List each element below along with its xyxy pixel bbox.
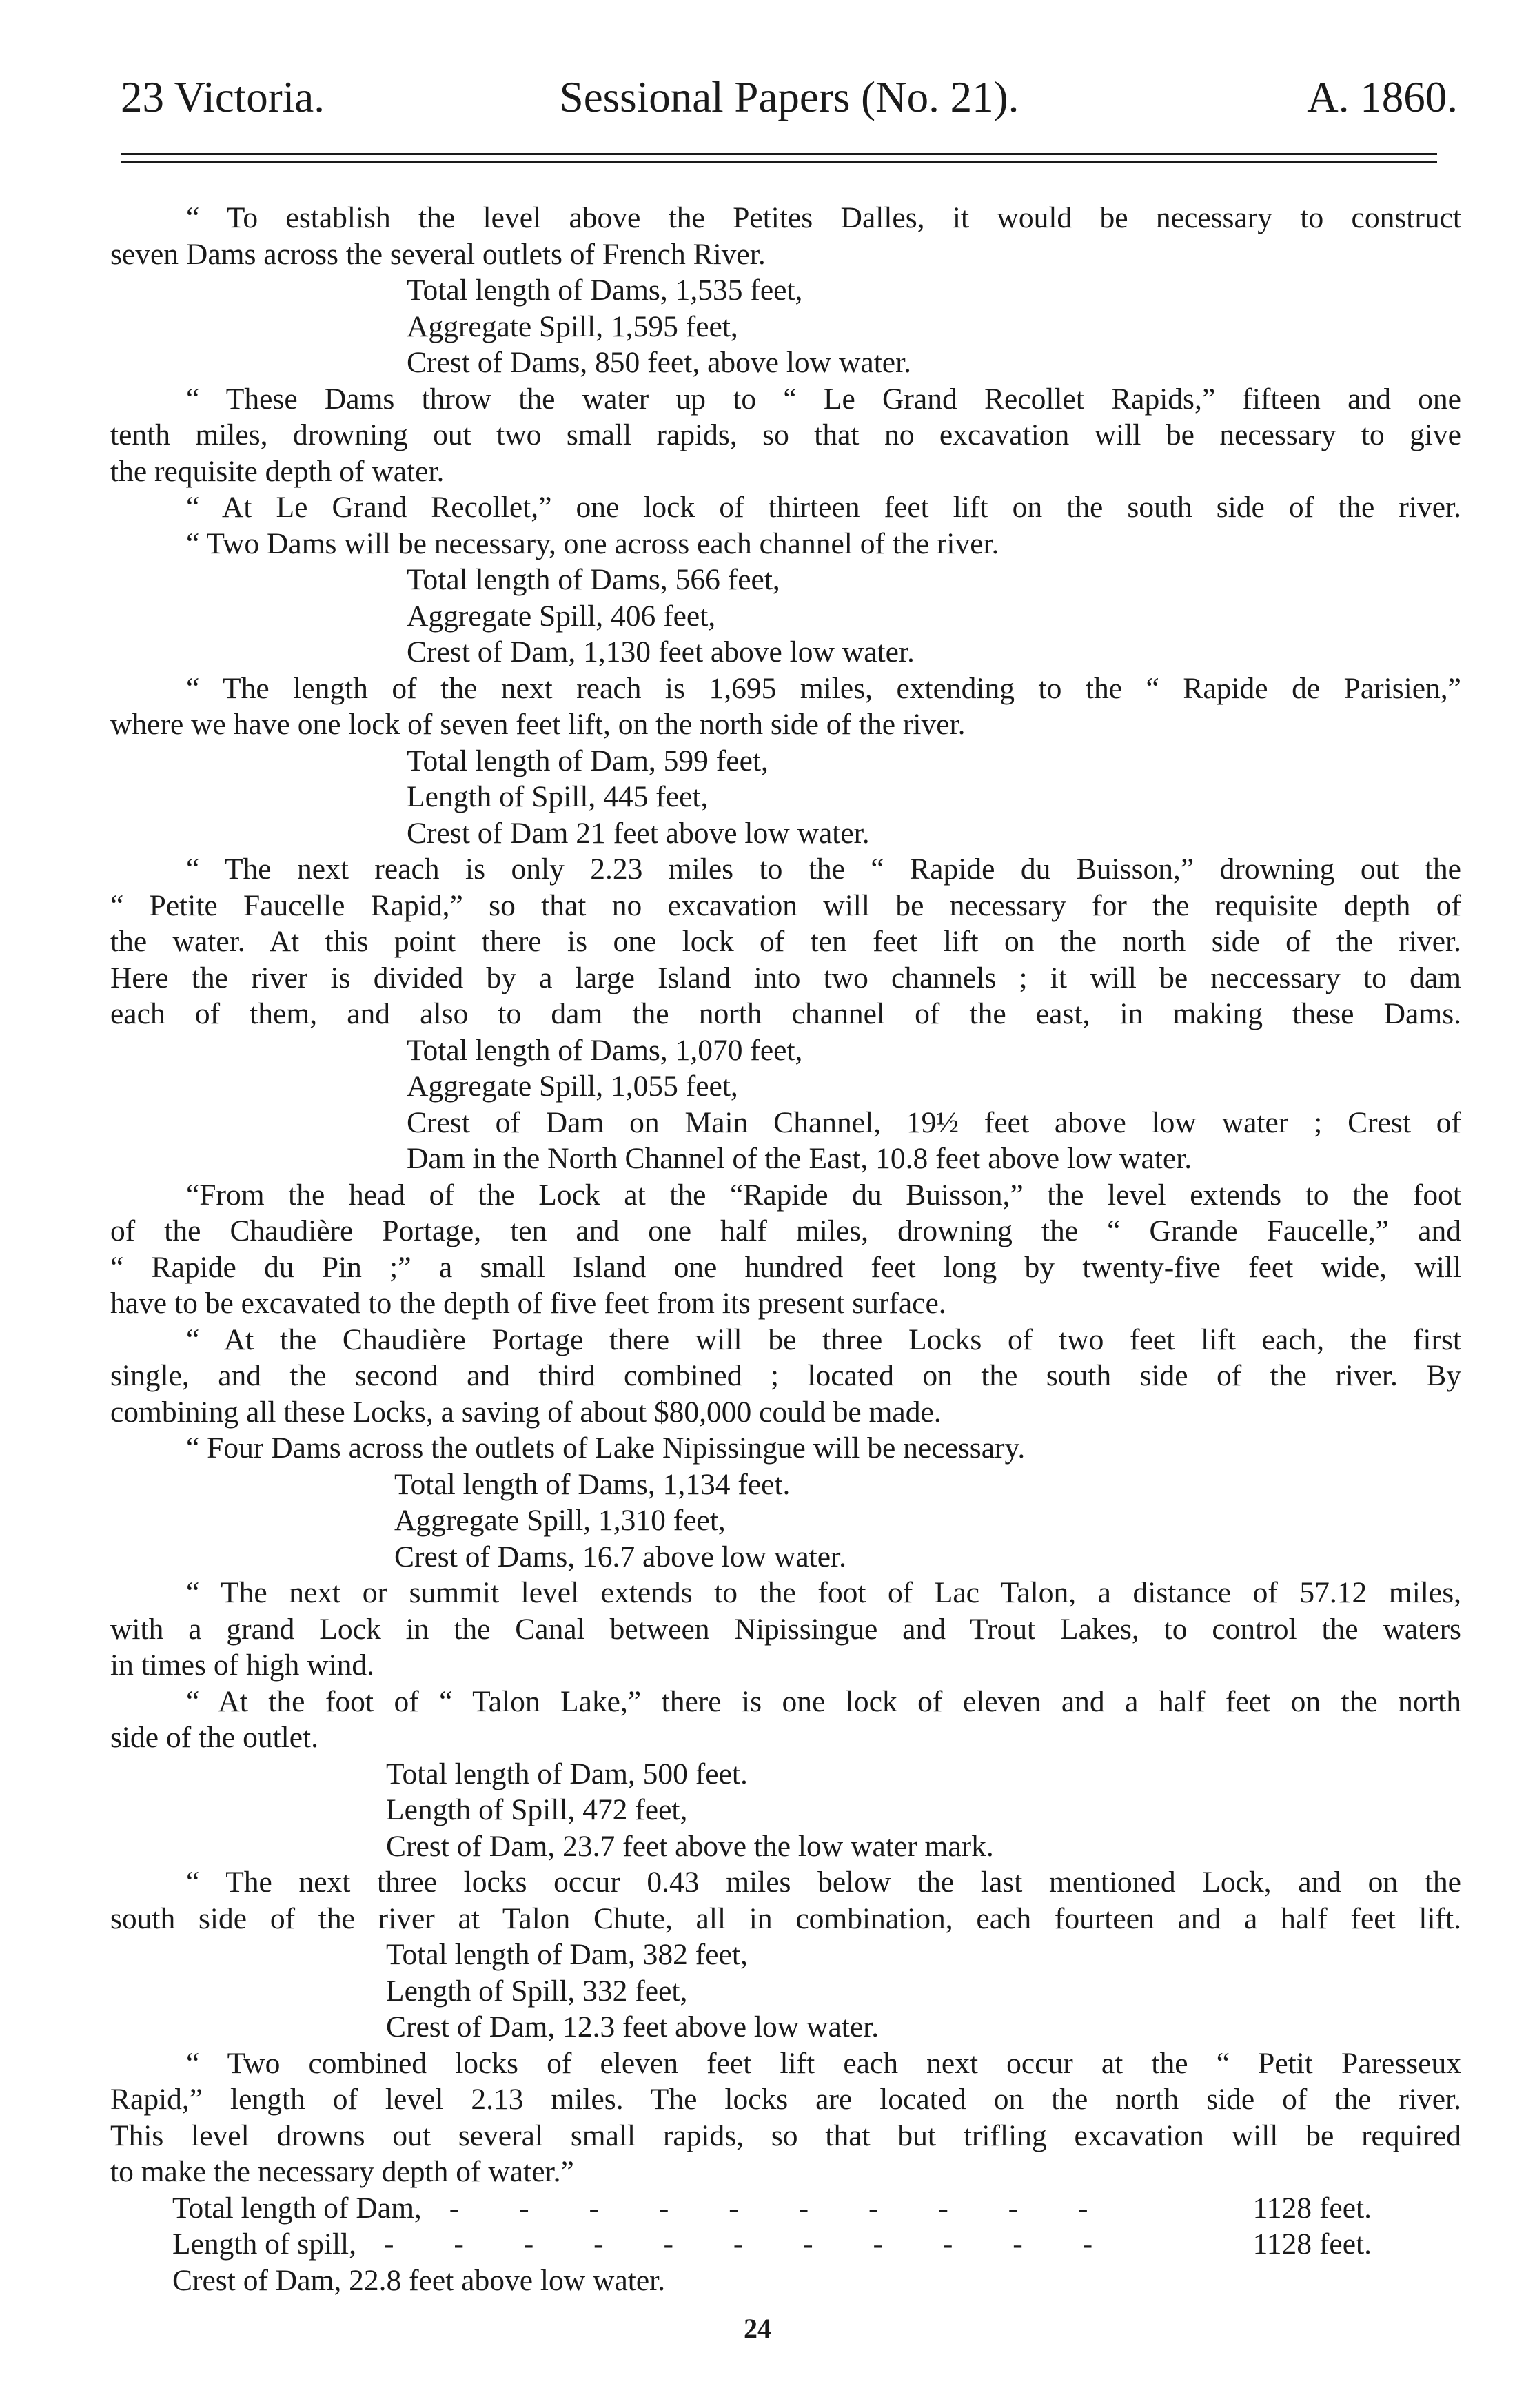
text-line: Total length of Dams, 566 feet,: [407, 563, 780, 596]
body-text: [110, 200, 1461, 2298]
text-line: south side of the river at Talon Chute, all in combination, each fourteen and a half feet lift.: [110, 1901, 1461, 1935]
text-line: “ The next or summit level extends to the foot of Lac Talon, a distance of 57.12 miles,: [186, 1576, 1461, 1609]
text-line: “ At the foot of “ Talon Lake,” there is one lock of eleven and a half feet on the north: [186, 1684, 1461, 1718]
text-line: of the Chaudière Portage, ten and one half miles, drowning the “ Grande Faucelle,” and: [110, 1214, 1461, 1247]
running-header: [121, 66, 1458, 128]
text-line: have to be excavated to the depth of five feet from its present surface.: [110, 1287, 946, 1320]
dot-leader: - - - - - - - - - - -: [384, 2227, 1119, 2261]
text-line: Crest of Dam, 23.7 feet above the low water mark.: [386, 1829, 994, 1863]
text-line: Here the river is divided by a large Island into two channels ; it will be neccessary to dam: [110, 961, 1461, 994]
text-line: the water. At this point there is one lock of ten feet lift on the north side of the river.: [110, 925, 1461, 958]
text-line: “ Petite Faucelle Rapid,” so that no excavation will be necessary for the requisite depth of: [110, 888, 1461, 922]
text-line: combining all these Locks, a saving of about $80,000 could be made.: [110, 1395, 942, 1429]
text-line: the requisite depth of water.: [110, 454, 445, 488]
text-line: Crest of Dam on Main Channel, 19½ feet above low water ; Crest of: [407, 1105, 1461, 1139]
text-line: Length of Spill, 332 feet,: [386, 1974, 688, 2008]
text-line: “ The length of the next reach is 1,695 miles, extending to the “ Rapide de Parisien,”: [186, 671, 1461, 705]
text-line: Aggregate Spill, 1,310 feet,: [394, 1504, 726, 1537]
text-line: to make the necessary depth of water.”: [110, 2155, 574, 2188]
text-line: Total length of Dams, 1,535 feet,: [407, 274, 803, 307]
text-line: “ To establish the level above the Petites Dalles, it would be necessary to construct: [186, 201, 1461, 234]
text-line: Total length of Dam, 599 feet,: [407, 744, 769, 777]
text-line: Rapid,” length of level 2.13 miles. The locks are located on the north side of the river.: [110, 2083, 1461, 2116]
text-line: “ At the Chaudière Portage there will be three Locks of two feet lift each, the first: [186, 1323, 1461, 1356]
spec-table-row: [110, 2226, 1461, 2263]
text-line: Length of Spill, 445 feet,: [407, 780, 709, 813]
text-line: “ Two Dams will be necessary, one across each channel of the river.: [186, 527, 999, 560]
spec-table-row: [110, 2190, 1461, 2227]
page-number: 24: [744, 2313, 771, 2344]
text-line: Crest of Dam, 1,130 feet above low water.: [407, 635, 915, 669]
text-line: Total length of Dams, 1,070 feet,: [407, 1033, 803, 1067]
text-line: Total length of Dam, 500 feet.: [386, 1757, 748, 1790]
header-rule-top: [121, 153, 1437, 155]
text-line: Total length of Dams, 1,134 feet.: [394, 1467, 791, 1501]
text-line: Dam in the North Channel of the East, 10.8 feet above low water.: [407, 1142, 1192, 1175]
text-line: This level drowns out several small rapids, so that but trifling excavation will be required: [110, 2119, 1461, 2152]
text-line: Aggregate Spill, 1,055 feet,: [407, 1070, 738, 1103]
text-line: in times of high wind.: [110, 1649, 375, 1682]
text-line: “ Four Dams across the outlets of Lake Nipissingue will be necessary.: [186, 1431, 1026, 1465]
text-line: single, and the second and third combined ; located on the south side of the river. By: [110, 1359, 1461, 1392]
header-title: Sessional Papers (No. 21).: [559, 73, 1019, 121]
text-line: seven Dams across the several outlets of French River.: [110, 237, 766, 271]
text-line: Crest of Dams, 16.7 above low water.: [394, 1540, 846, 1573]
text-line: Crest of Dam, 12.3 feet above low water.: [386, 2010, 879, 2043]
text-line: “From the head of the Lock at the “Rapide du Buisson,” the level extends to the foot: [186, 1178, 1461, 1212]
text-line: with a grand Lock in the Canal between Nipissingue and Trout Lakes, to control the waters: [110, 1612, 1461, 1646]
text-line: where we have one lock of seven feet lift, on the north side of the river.: [110, 708, 966, 741]
text-line: “ The next three locks occur 0.43 miles below the last mentioned Lock, and on the: [186, 1866, 1461, 1899]
text-line: Crest of Dam 21 feet above low water.: [407, 816, 870, 850]
spec-label: Total length of Dam,: [172, 2191, 422, 2225]
text-line: “ At Le Grand Recollet,” one lock of thirteen feet lift on the south side of the river.: [186, 491, 1461, 524]
spec-label: Length of spill,: [172, 2227, 357, 2261]
text-line: side of the outlet.: [110, 1721, 319, 1754]
text-line: Aggregate Spill, 406 feet,: [407, 599, 716, 633]
spec-value: 1128 feet.: [1252, 2191, 1372, 2225]
text-line: tenth miles, drowning out two small rapids, so that no excavation will be necessary to give: [110, 418, 1461, 451]
text-line: each of them, and also to dam the north channel of the east, in making these Dams.: [110, 997, 1461, 1030]
header-rule-bottom: [121, 161, 1437, 163]
text-line: “ These Dams throw the water up to “ Le Grand Recollet Rapids,” fifteen and one: [186, 382, 1461, 416]
header-session: 23 Victoria.: [121, 73, 325, 121]
text-line: “ The next reach is only 2.23 miles to the “ Rapide du Buisson,” drowning out the: [186, 853, 1461, 886]
text-line: Aggregate Spill, 1,595 feet,: [407, 309, 738, 343]
header-year: A. 1860.: [1307, 73, 1458, 121]
spec-value: 1128 feet.: [1252, 2227, 1372, 2261]
text-line: Total length of Dam, 382 feet,: [386, 1938, 748, 1971]
text-line: “ Two combined locks of eleven feet lift each next occur at the “ Petit Paresseux: [186, 2046, 1461, 2080]
final-line: Crest of Dam, 22.8 feet above low water.: [172, 2263, 666, 2297]
dot-leader: - - - - - - - - - -: [449, 2191, 1115, 2225]
text-line: Length of Spill, 472 feet,: [386, 1793, 688, 1826]
text-line: Crest of Dams, 850 feet, above low water.: [407, 346, 912, 379]
text-line: “ Rapide du Pin ;” a small Island one hundred feet long by twenty-five feet wide, will: [110, 1250, 1461, 1284]
